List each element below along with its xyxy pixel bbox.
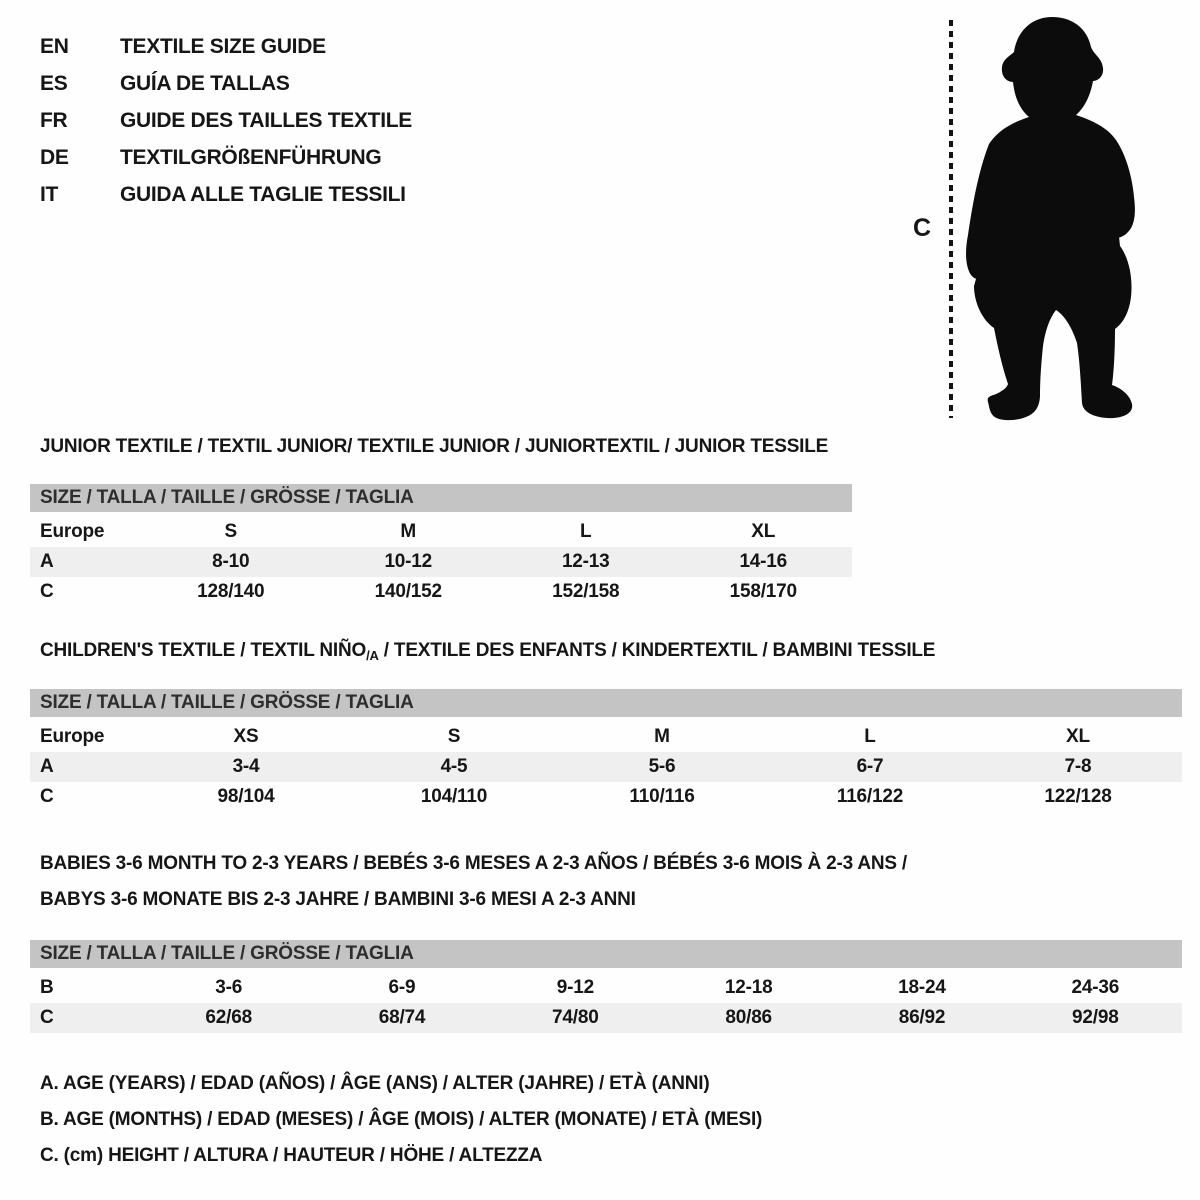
size-cell: S	[224, 521, 237, 542]
row-label: A	[40, 756, 54, 777]
height-cell: 62/68	[205, 1007, 252, 1028]
age-cell: 7-8	[1064, 756, 1092, 777]
row-label: C	[40, 581, 54, 602]
age-cell: 5-6	[648, 756, 676, 777]
language-row-en	[40, 28, 412, 65]
height-cell: 116/122	[836, 786, 904, 807]
language-row-de	[40, 139, 412, 176]
table-row-height	[30, 1003, 1182, 1033]
section-title-babies	[30, 846, 1182, 918]
height-measure-label: C	[913, 214, 932, 242]
table-row-age	[30, 752, 1182, 782]
footnote-c: C. (cm) HEIGHT / ALTURA / HAUTEUR / HÖHE / ALTEZZA	[40, 1145, 543, 1166]
footnote-a: A. AGE (YEARS) / EDAD (AÑOS) / ÂGE (ANS) / ALTER (JAHRE) / ETÀ (ANNI)	[40, 1073, 710, 1094]
height-cell: 86/92	[898, 1007, 946, 1028]
size-cell: L	[580, 521, 592, 542]
height-cell: 80/86	[725, 1007, 772, 1028]
table-row-europe	[30, 722, 1182, 752]
months-cell: 3-6	[215, 977, 243, 998]
size-table-header: SIZE / TALLA / TAILLE / GRÖSSE / TAGLIA	[30, 940, 1182, 968]
size-cell: XL	[751, 521, 776, 542]
height-cell: 128/140	[197, 581, 265, 602]
language-label: TEXTILE SIZE GUIDE	[120, 35, 326, 58]
size-cell: S	[447, 726, 461, 747]
size-cell: M	[400, 521, 417, 542]
age-cell: 10-12	[384, 551, 433, 572]
height-measure-figure	[905, 10, 1165, 430]
height-cell: 122/128	[1044, 786, 1112, 807]
height-cell: 104/110	[420, 786, 488, 807]
height-cell: 110/116	[629, 786, 695, 807]
age-cell: 8-10	[212, 551, 250, 572]
size-cell: M	[654, 726, 670, 747]
language-label: GUIDA ALLE TAGLIE TESSILI	[120, 183, 406, 206]
months-cell: 24-36	[1071, 977, 1120, 998]
language-code: DE	[40, 146, 69, 169]
size-table-header: SIZE / TALLA / TAILLE / GRÖSSE / TAGLIA	[30, 484, 852, 512]
row-label: C	[40, 1007, 54, 1028]
language-code: ES	[40, 72, 68, 95]
height-cell: 140/152	[374, 581, 442, 602]
language-label: GUÍA DE TALLAS	[120, 72, 290, 95]
table-row-age	[30, 547, 852, 577]
months-cell: 6-9	[388, 977, 416, 998]
height-cell: 68/74	[378, 1007, 426, 1028]
children-size-table	[30, 689, 1182, 812]
age-cell: 3-4	[232, 756, 260, 777]
language-label: TEXTILGRÖßENFÜHRUNG	[120, 146, 382, 169]
footnote-b: B. AGE (MONTHS) / EDAD (MESES) / ÂGE (MOIS) / ALTER (MONATE) / ETÀ (MESI)	[40, 1109, 763, 1130]
section-junior	[30, 436, 852, 607]
size-cell: L	[864, 726, 876, 747]
title-text: CHILDREN'S TEXTILE / TEXTIL NIÑO	[40, 640, 367, 661]
title-line: BABYS 3-6 MONATE BIS 2-3 JAHRE / BAMBINI 3-6 MESI A 2-3 ANNI	[40, 889, 636, 910]
language-row-es	[40, 65, 412, 102]
language-row-it	[40, 176, 412, 213]
age-cell: 4-5	[440, 756, 468, 777]
age-cell: 6-7	[856, 756, 884, 777]
months-cell: 12-18	[724, 977, 773, 998]
row-label: Europe	[40, 726, 105, 747]
table-row-height	[30, 577, 852, 607]
age-cell: 12-13	[561, 551, 610, 572]
age-cell: 14-16	[739, 551, 788, 572]
language-code: FR	[40, 109, 68, 132]
section-children	[30, 640, 1182, 812]
babies-size-table	[30, 940, 1182, 1033]
table-row-europe	[30, 517, 852, 547]
table-row-height	[30, 782, 1182, 812]
height-cell: 98/104	[217, 786, 275, 807]
language-label: GUIDE DES TAILLES TEXTILE	[120, 109, 412, 132]
height-cell: 74/80	[552, 1007, 599, 1028]
title-text: / TEXTILE DES ENFANTS / KINDERTEXTIL / BAMBINI TESSILE	[378, 640, 936, 661]
height-cell: 92/98	[1072, 1007, 1119, 1028]
months-cell: 18-24	[898, 977, 946, 998]
language-code: EN	[40, 35, 69, 58]
row-label: A	[40, 551, 54, 572]
height-cell: 152/158	[552, 581, 620, 602]
row-label: B	[40, 977, 54, 998]
junior-size-table	[30, 484, 852, 607]
title-line: BABIES 3-6 MONTH TO 2-3 YEARS / BEBÉS 3-6 MESES A 2-3 AÑOS / BÉBÉS 3-6 MOIS À 2-3 ANS /	[40, 853, 908, 874]
size-cell: XS	[233, 726, 259, 747]
row-label: C	[40, 786, 54, 807]
section-title-children	[30, 640, 1182, 663]
row-label: Europe	[40, 521, 105, 542]
size-cell: XL	[1066, 726, 1090, 747]
language-code: IT	[40, 183, 59, 206]
table-row-months	[30, 973, 1182, 1003]
language-row-fr	[40, 102, 412, 139]
footnote-legend	[40, 1066, 762, 1174]
toddler-silhouette-icon	[963, 14, 1145, 424]
months-cell: 9-12	[556, 977, 594, 998]
size-table-header: SIZE / TALLA / TAILLE / GRÖSSE / TAGLIA	[30, 689, 1182, 717]
language-list	[40, 28, 412, 213]
section-title-junior: JUNIOR TEXTILE / TEXTIL JUNIOR/ TEXTILE JUNIOR / JUNIORTEXTIL / JUNIOR TESSILE	[40, 436, 829, 457]
height-cell: 158/170	[729, 581, 797, 602]
title-subscript: /A	[366, 648, 379, 663]
height-dashed-line-icon	[949, 20, 953, 418]
section-babies	[30, 846, 1182, 1033]
